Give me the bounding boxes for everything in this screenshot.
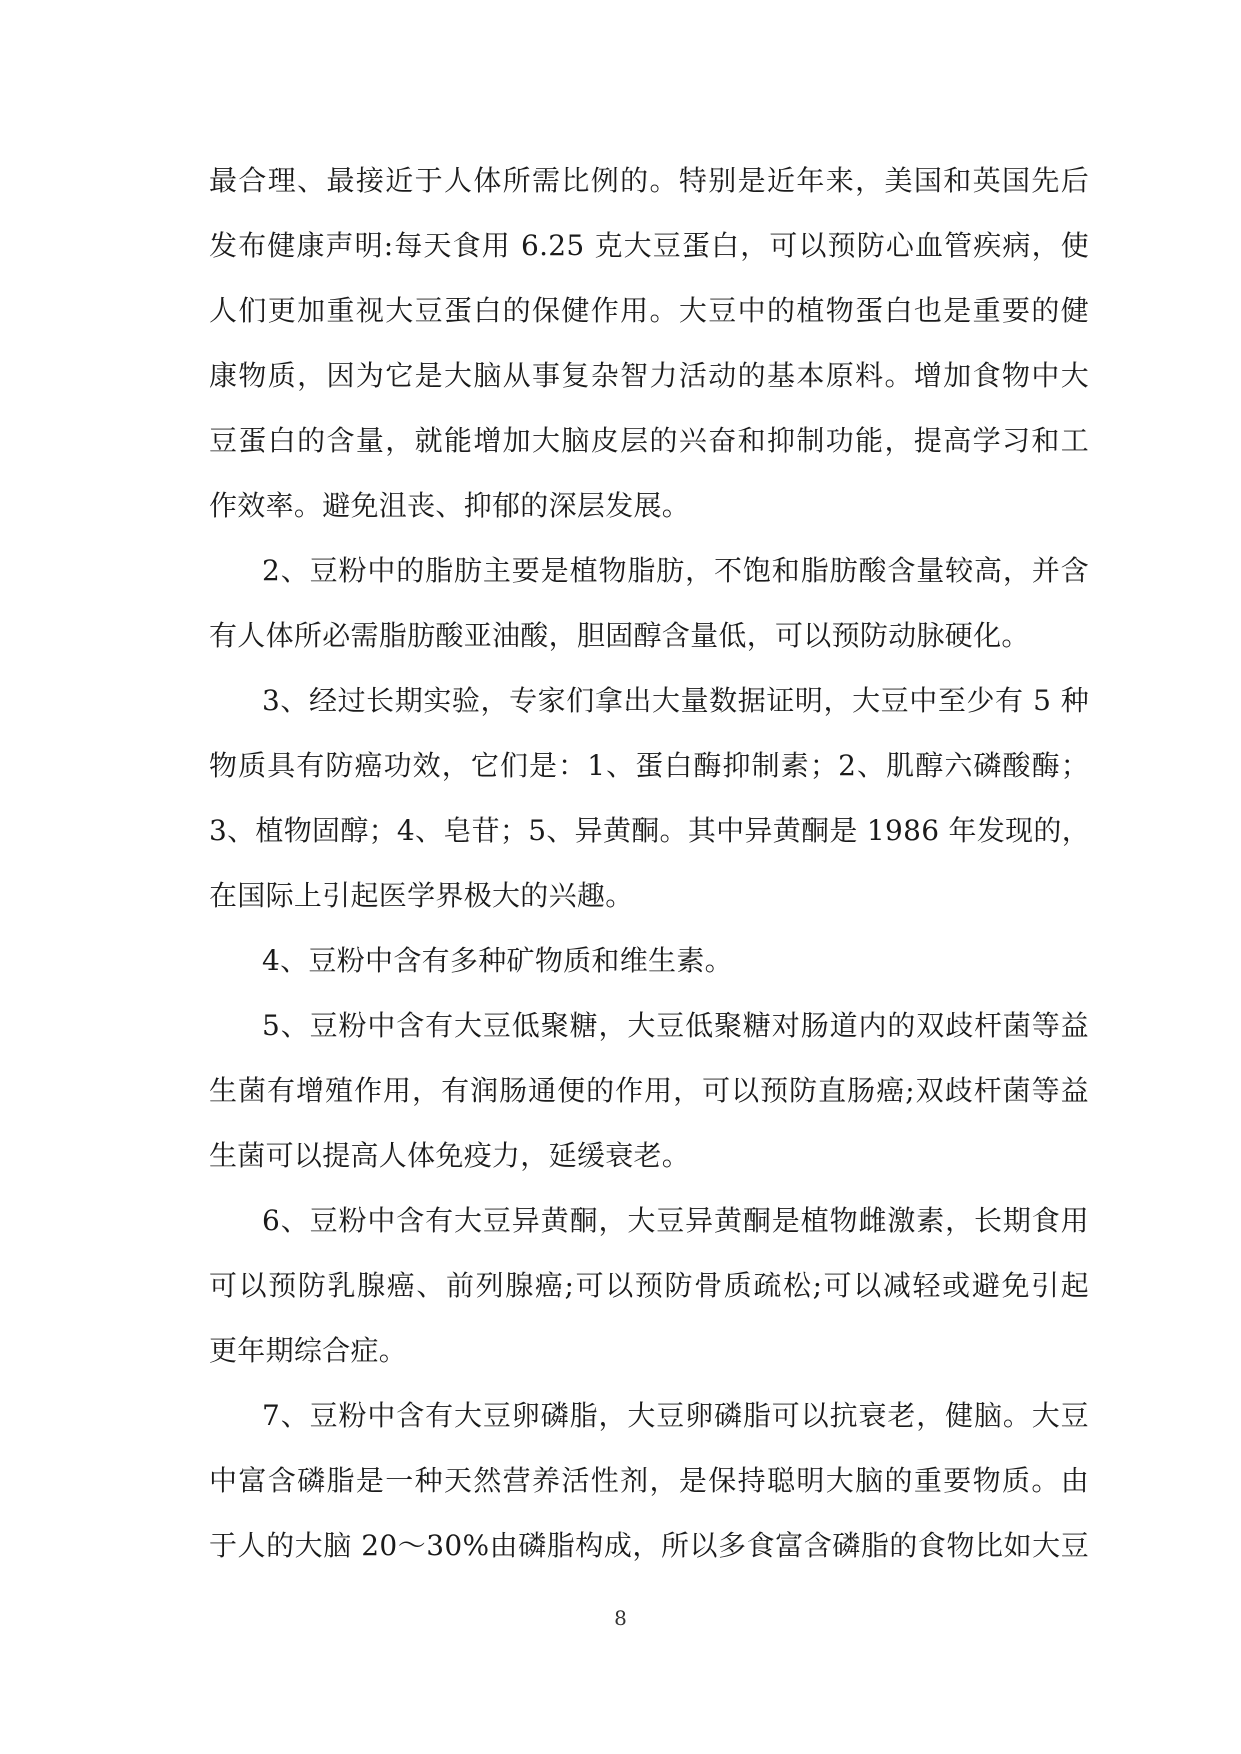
text-line: 物质具有防癌功效，它们是：1、蛋白酶抑制素；2、肌醇六磷酸酶； [209,749,1089,782]
text-line: 最合理、最接近于人体所需比例的。特别是近年来，美国和英国先后 [209,164,1089,197]
text-line: 更年期综合症。 [209,1334,408,1367]
page-number: 8 [614,1606,627,1630]
text-line: 在国际上引起医学界极大的兴趣。 [209,879,634,912]
text-line: 人们更加重视大豆蛋白的保健作用。大豆中的植物蛋白也是重要的健 [209,294,1089,327]
text-line: 6、豆粉中含有大豆异黄酮，大豆异黄酮是植物雌激素，长期食用 [262,1204,1089,1237]
text-line: 5、豆粉中含有大豆低聚糖，大豆低聚糖对肠道内的双歧杆菌等益 [262,1009,1089,1042]
text-line: 于人的大脑 20～30%由磷脂构成，所以多食富含磷脂的食物比如大豆 [209,1529,1089,1562]
text-line: 3、经过长期实验，专家们拿出大量数据证明，大豆中至少有 5 种 [262,684,1089,717]
text-line: 生菌有增殖作用，有润肠通便的作用，可以预防直肠癌;双歧杆菌等益 [209,1074,1089,1107]
text-line: 发布健康声明:每天食用 6.25 克大豆蛋白，可以预防心血管疾病，使 [209,229,1089,262]
text-line: 4、豆粉中含有多种矿物质和维生素。 [262,944,733,977]
text-line: 作效率。避免沮丧、抑郁的深层发展。 [209,489,691,522]
text-line: 康物质，因为它是大脑从事复杂智力活动的基本原料。增加食物中大 [209,359,1089,392]
text-line: 3、植物固醇；4、皂苷；5、异黄酮。其中异黄酮是 1986 年发现的， [209,814,1091,847]
text-line: 2、豆粉中的脂肪主要是植物脂肪，不饱和脂肪酸含量较高，并含 [262,554,1089,587]
text-line: 中富含磷脂是一种天然营养活性剂，是保持聪明大脑的重要物质。由 [209,1464,1089,1497]
text-line: 7、豆粉中含有大豆卵磷脂，大豆卵磷脂可以抗衰老，健脑。大豆 [262,1399,1089,1432]
text-line: 生菌可以提高人体免疫力，延缓衰老。 [209,1139,691,1172]
text-line: 豆蛋白的含量，就能增加大脑皮层的兴奋和抑制功能，提高学习和工 [209,424,1089,457]
text-line: 可以预防乳腺癌、前列腺癌;可以预防骨质疏松;可以减轻或避免引起 [209,1269,1089,1302]
text-line: 有人体所必需脂肪酸亚油酸，胆固醇含量低，可以预防动脉硬化。 [209,619,1030,652]
